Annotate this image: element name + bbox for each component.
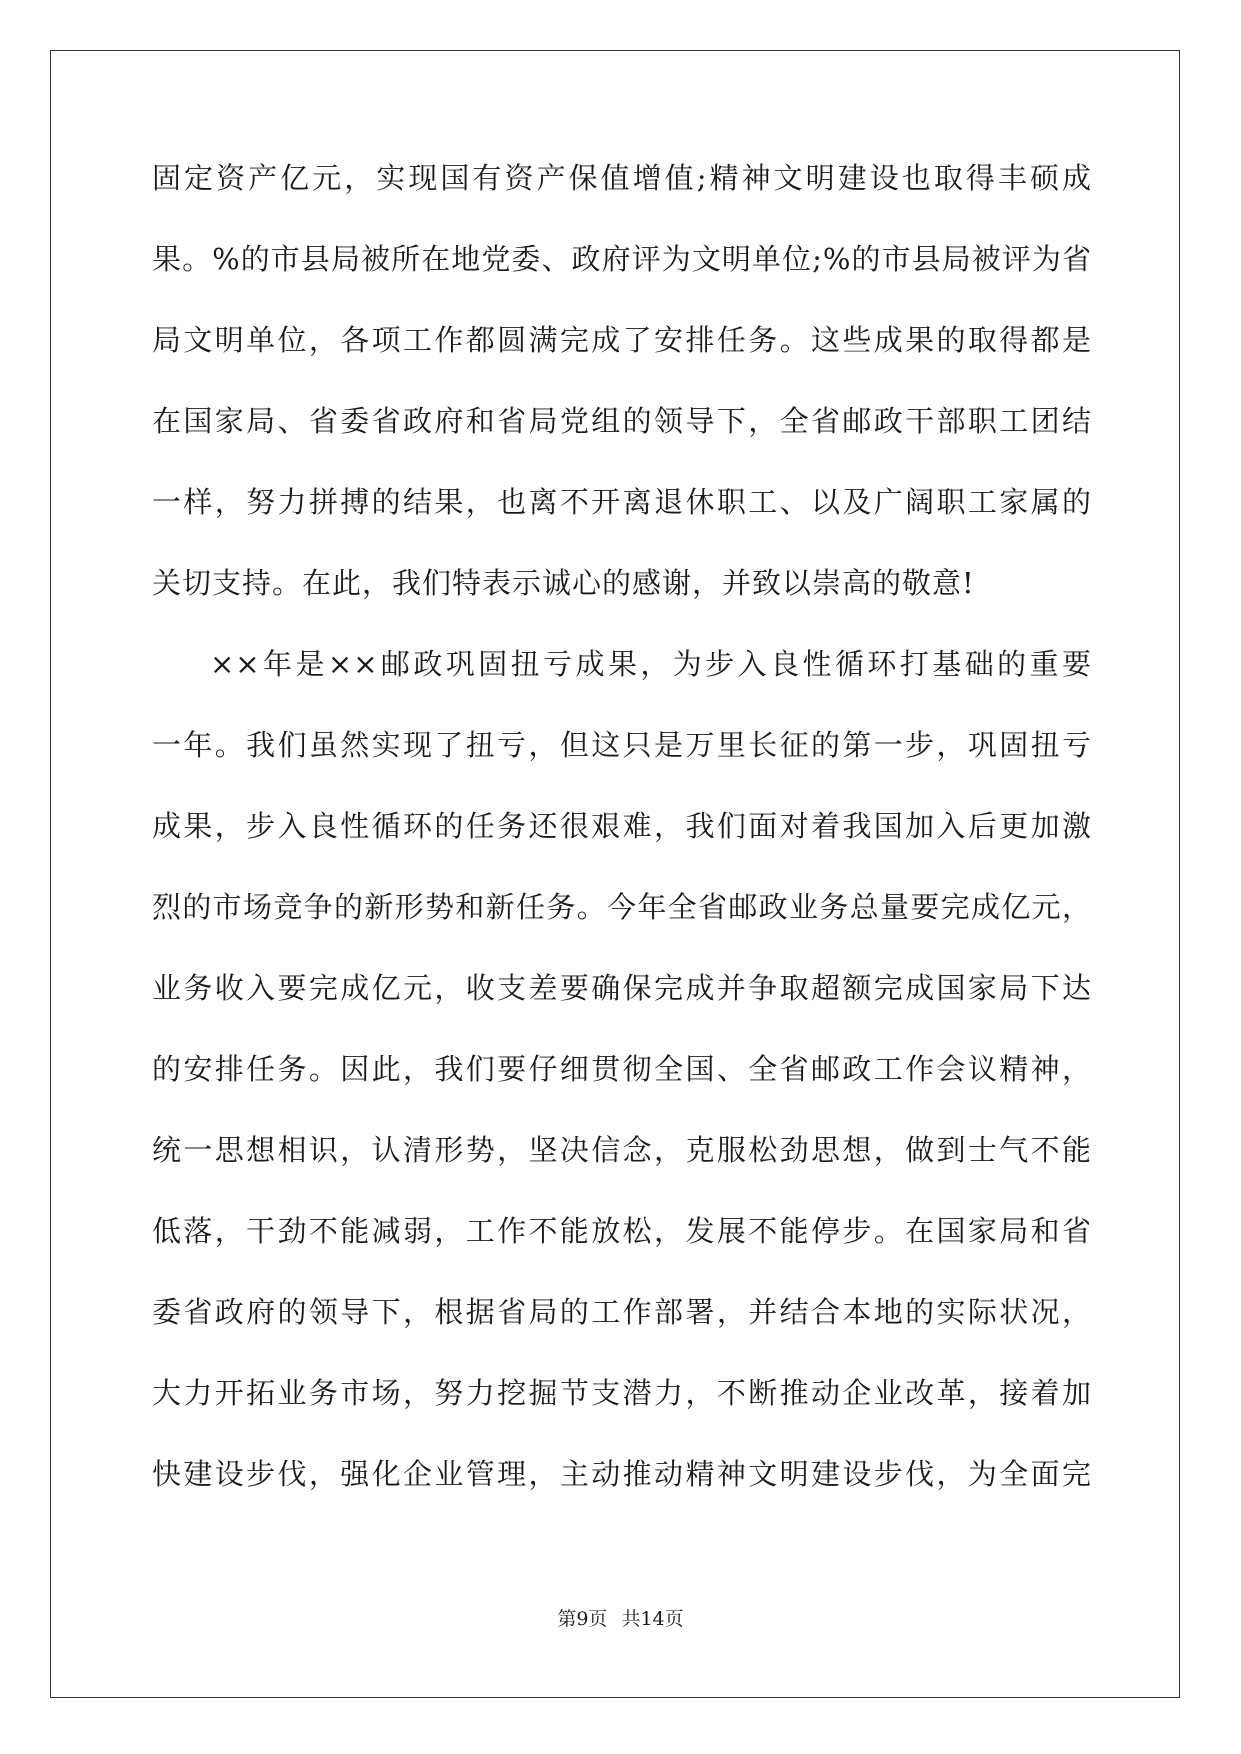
text-line: 大力开拓业务市场，努力挖掘节支潜力，不断推动企业改革，接着加 <box>152 1376 1092 1410</box>
text-line: 果。%的市县局被所在地党委、政府评为文明单位;%的市县局被评为省 <box>152 242 1092 276</box>
text-line: 的安排任务。因此，我们要仔细贯彻全国、全省邮政工作会议精神， <box>152 1052 1092 1086</box>
text-line: 业务收入要完成亿元，收支差要确保完成并争取超额完成国家局下达 <box>152 971 1092 1005</box>
text-line: 关切支持。在此，我们特表示诚心的感谢，并致以崇高的敬意! <box>152 566 975 600</box>
text-line: 统一思想相识，认清形势，坚决信念，克服松劲思想，做到士气不能 <box>152 1133 1092 1167</box>
page-number: 第9页 <box>557 1608 608 1630</box>
text-line: 低落，干劲不能减弱，工作不能放松，发展不能停步。在国家局和省 <box>152 1214 1092 1248</box>
text-line: 一样，努力拼搏的结果，也离不开离退休职工、以及广阔职工家属的 <box>152 485 1092 519</box>
text-line: 在国家局、省委省政府和省局党组的领导下，全省邮政干部职工团结 <box>152 404 1092 438</box>
page-footer <box>0 1604 1241 1631</box>
text-line: 一年。我们虽然实现了扭亏，但这只是万里长征的第一步，巩固扭亏 <box>152 728 1092 762</box>
text-line-paragraph-start: ××年是××邮政巩固扭亏成果，为步入良性循环打基础的重要 <box>210 647 1092 681</box>
text-line: 快建设步伐，强化企业管理，主动推动精神文明建设步伐，为全面完 <box>152 1457 1092 1491</box>
page-total: 共14页 <box>621 1608 684 1630</box>
body-text <box>152 158 1092 1535</box>
text-line: 成果，步入良性循环的任务还很艰难，我们面对着我国加入后更加激 <box>152 809 1092 843</box>
text-line: 委省政府的领导下，根据省局的工作部署，并结合本地的实际状况， <box>152 1295 1092 1329</box>
text-line: 局文明单位，各项工作都圆满完成了安排任务。这些成果的取得都是 <box>152 323 1092 357</box>
text-line: 固定资产亿元，实现国有资产保值增值;精神文明建设也取得丰硕成 <box>152 161 1092 195</box>
text-line: 烈的市场竞争的新形势和新任务。今年全省邮政业务总量要完成亿元， <box>152 890 1092 924</box>
